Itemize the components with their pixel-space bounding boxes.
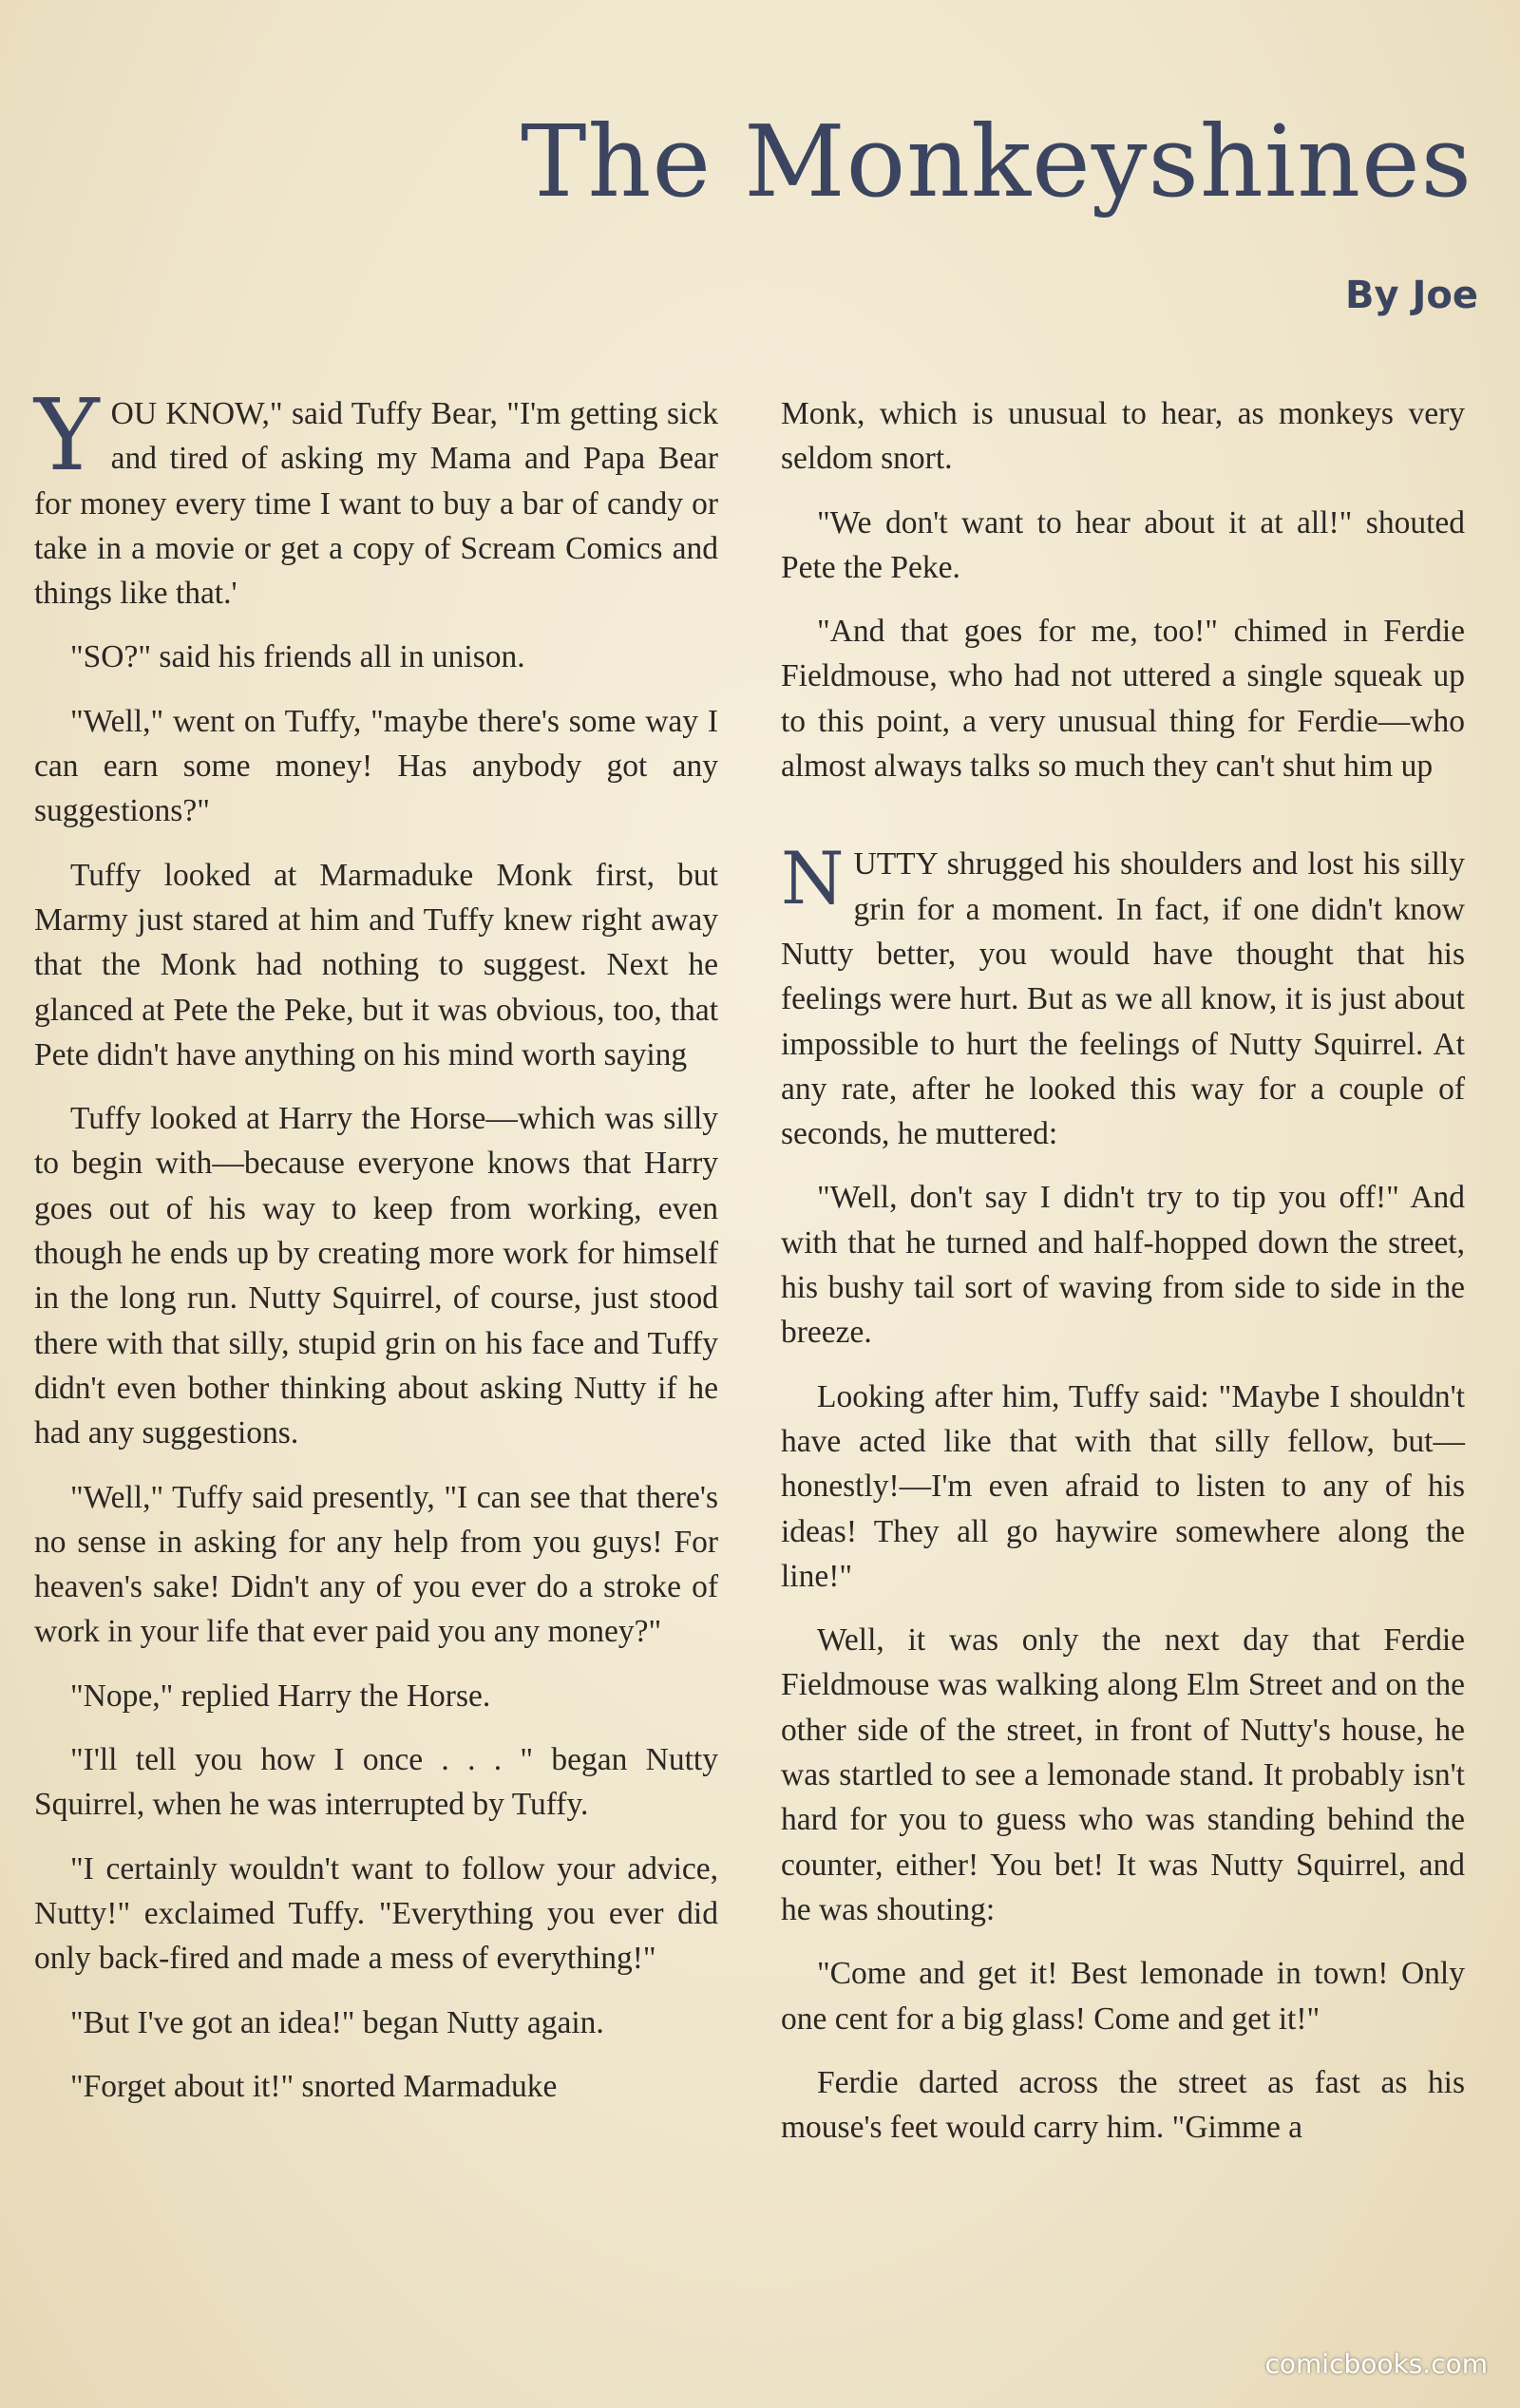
paragraph: "We don't want to hear about it at all!" shouted Pete the Peke. bbox=[781, 504, 1465, 585]
paragraph: "Come and get it! Best lemonade in town! Only one cent for a big glass! Come and get it!" bbox=[781, 1956, 1465, 2037]
paragraph: Tuffy looked at Marmaduke Monk first, but Marmy just stared at him and Tuffy knew right away that the Monk had nothing to suggest. Next he glanced at Pete the Peke, but it was obvious, too, that Pete didn't have anything on his mind worth saying bbox=[34, 857, 718, 1072]
drop-cap: Y bbox=[34, 377, 100, 493]
paragraph: "Well," went on Tuffy, "maybe there's some way I can earn some money! Has anybody got any suggestions?" bbox=[34, 703, 718, 829]
paragraph: Looking after him, Tuffy said: "Maybe I shouldn't have acted like that with that silly fellow, but—honestly!—I'm even afraid to listen to any of his ideas! They all go haywire somewhere along the line!" bbox=[781, 1378, 1465, 1594]
story-title: The Monkeyshines bbox=[521, 104, 1472, 219]
right-column bbox=[781, 391, 1465, 2169]
paragraph: "I'll tell you how I once . . . " began Nutty Squirrel, when he was interrupted by Tuffy. bbox=[34, 1742, 718, 1823]
paragraph: "Well," Tuffy said presently, "I can see that there's no sense in asking for any help from you guys! For heaven's sake! Didn't any of you ever do a stroke of work in your life that ever paid you any money?" bbox=[34, 1479, 718, 1650]
left-column bbox=[34, 377, 718, 2128]
paragraph: Well, it was only the next day that Ferdie Fieldmouse was walking along Elm Street and on the other side of the street, in front of Nutty's house, he was startled to see a lemonade stand. It probably isn't hard for you to guess who was standing behind the counter, either! You bet! It was Nutty Squirrel, and he was shouting: bbox=[781, 1622, 1465, 1927]
byline: By Joe bbox=[1345, 274, 1478, 317]
paragraph-text: UTTY shrugged his shoulders and lost his silly grin for a moment. In fact, if one didn't know Nutty better, you would have thought that his feelings were hurt. But as we all know, it is just about impossible to hurt the feelings of Nutty Squirrel. At any rate, after he looked this way for a couple of seconds, he muttered: bbox=[781, 846, 1465, 1152]
watermark: comicbooks.com bbox=[1264, 2348, 1488, 2380]
paragraph-text: OU KNOW," said Tuffy Bear, "I'm getting sick and tired of asking my Mama and Papa Bear for money every time I want to buy a bar of candy or take in a movie or get a copy of Scream Comics and things like that.' bbox=[34, 396, 718, 612]
paragraph: "And that goes for me, too!" chimed in Ferdie Fieldmouse, who had not uttered a single squeak up to this point, a very unusual thing for Ferdie—who almost always talks so much they can't shut him up bbox=[781, 614, 1465, 785]
paragraph: Ferdie darted across the street as fast as his mouse's feet would carry him. "Gimme a bbox=[781, 2064, 1465, 2146]
paragraph: "But I've got an idea!" began Nutty again. bbox=[70, 2004, 604, 2040]
paragraph: "Well, don't say I didn't try to tip you off!" And with that he turned and half-hopped down the street, his bushy tail sort of waving from side to side in the breeze. bbox=[781, 1180, 1465, 1351]
paragraph: "I certainly wouldn't want to follow your advice, Nutty!" exclaimed Tuffy. "Everything you ever did only back-fired and made a mess of everything!" bbox=[34, 1850, 718, 1977]
drop-cap: N bbox=[781, 836, 845, 921]
paragraph bbox=[34, 377, 718, 616]
paragraph bbox=[781, 836, 1465, 1156]
paragraph: Monk, which is unusual to hear, as monkeys very seldom snort. bbox=[781, 396, 1465, 477]
paragraph: "Forget about it!" snorted Marmaduke bbox=[70, 2068, 558, 2104]
paragraph: "SO?" said his friends all in unison. bbox=[70, 639, 525, 675]
paragraph: Tuffy looked at Harry the Horse—which was silly to begin with—because everyone knows that Harry goes out of his way to keep from working, even though he ends up by creating more work for himself in the long run. Nutty Squirrel, of course, just stood there with that silly, stupid grin on his face and Tuffy didn't even bother thinking about asking Nutty if he had any suggestions. bbox=[34, 1101, 718, 1451]
paragraph: "Nope," replied Harry the Horse. bbox=[70, 1678, 491, 1714]
